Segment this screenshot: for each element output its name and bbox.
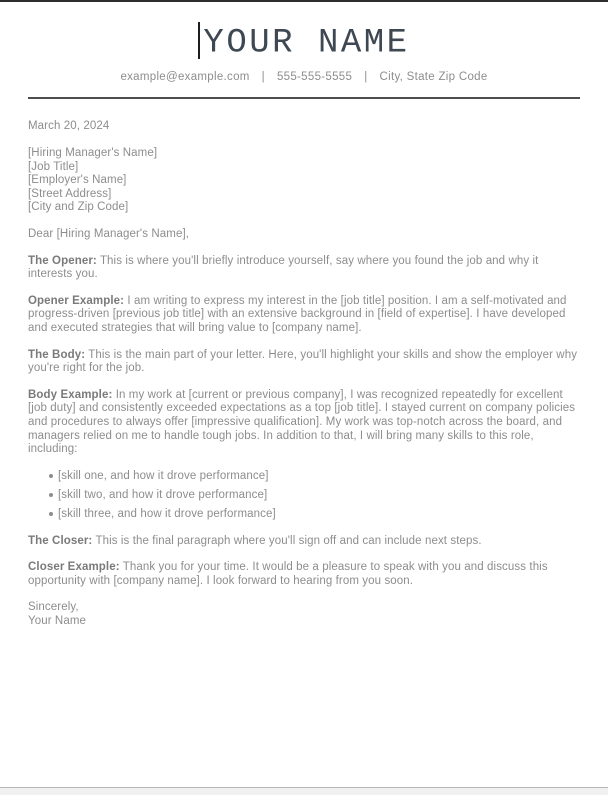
text-cursor [198, 22, 200, 59]
contact-separator: | [364, 71, 368, 84]
page-top-edge [0, 0, 608, 2]
recipient-line: [Employer's Name] [28, 174, 127, 187]
closer-example-paragraph [28, 561, 580, 588]
bullet-icon [49, 512, 53, 516]
header-divider [28, 97, 580, 99]
body-example-text: In my work at [current or previous company], I was recognized repeatedly for excellent [job duty] and consistently exceeded expectations as a top [job title]. I stayed current on company policies and procedures to always offer [impressive qualification]. My work was top-notch across the board, and managers relied on me to handle tough jobs. In addition to that, I will bring many skills to this role, including: [28, 388, 576, 456]
closer-example-label: Closer Example: [28, 561, 120, 574]
recipient-line: [Street Address] [28, 187, 112, 200]
body-example-paragraph [28, 389, 580, 457]
page-title[interactable]: YOUR NAME [203, 24, 410, 63]
list-item [49, 489, 580, 503]
bullet-icon [49, 493, 53, 497]
opener-example-text: I am writing to express my interest in the [job title] position. I am a self-motivated and progress-driven [previous job title] with an extensive background in [field of expertise]. I have developed and executed strategies that will bring value to [company name]. [28, 294, 567, 335]
body-paragraph [28, 349, 580, 376]
body-text: This is the main part of your letter. Here, you'll highlight your skills and show the employer why you're right for the job. [28, 348, 578, 375]
closer-example-text: Thank you for your time. It would be a pleasure to speak with you and discuss this opportunity with [company name]. I look forward to hearing from you soon. [28, 561, 548, 587]
letter-header [0, 0, 608, 84]
signoff-closing: Sincerely, [28, 601, 79, 614]
recipient-line: [Job Title] [28, 160, 79, 173]
contact-separator: | [261, 71, 265, 84]
skill-text: [skill two, and how it drove performance] [58, 488, 268, 501]
closer-text: This is the final paragraph where you'll sign off and can include next steps. [95, 534, 482, 547]
recipient-line: [Hiring Manager's Name] [28, 147, 158, 160]
name-title-row[interactable] [0, 24, 608, 61]
opener-paragraph [28, 255, 580, 282]
closer-paragraph [28, 535, 580, 549]
list-item [49, 470, 580, 484]
skills-list [49, 470, 580, 522]
salutation: Dear [Hiring Manager's Name], [28, 228, 190, 241]
contact-location: City, State Zip Code [379, 71, 488, 84]
opener-example-label: Opener Example: [28, 294, 125, 307]
contact-email: example@example.com [120, 71, 250, 84]
signoff-name: Your Name [28, 614, 87, 627]
body-example-label: Body Example: [28, 388, 113, 401]
skill-text: [skill three, and how it drove performance] [58, 507, 276, 520]
recipient-line: [City and Zip Code] [28, 201, 129, 214]
skill-text: [skill one, and how it drove performance] [58, 469, 269, 482]
page-bottom-edge [0, 787, 608, 795]
opener-label: The Opener: [28, 254, 97, 267]
letter-body [28, 120, 580, 628]
list-item [49, 508, 580, 522]
contact-phone: 555-555-5555 [276, 71, 353, 84]
opener-example-paragraph [28, 295, 580, 336]
body-label: The Body: [28, 348, 86, 361]
closer-label: The Closer: [28, 534, 93, 547]
contact-row [0, 70, 608, 84]
bullet-icon [49, 474, 53, 478]
signoff-block [28, 601, 580, 628]
opener-text: This is where you'll briefly introduce yourself, say where you found the job and why it interests you. [28, 254, 539, 281]
recipient-block [28, 147, 580, 215]
date-line: March 20, 2024 [28, 120, 110, 133]
